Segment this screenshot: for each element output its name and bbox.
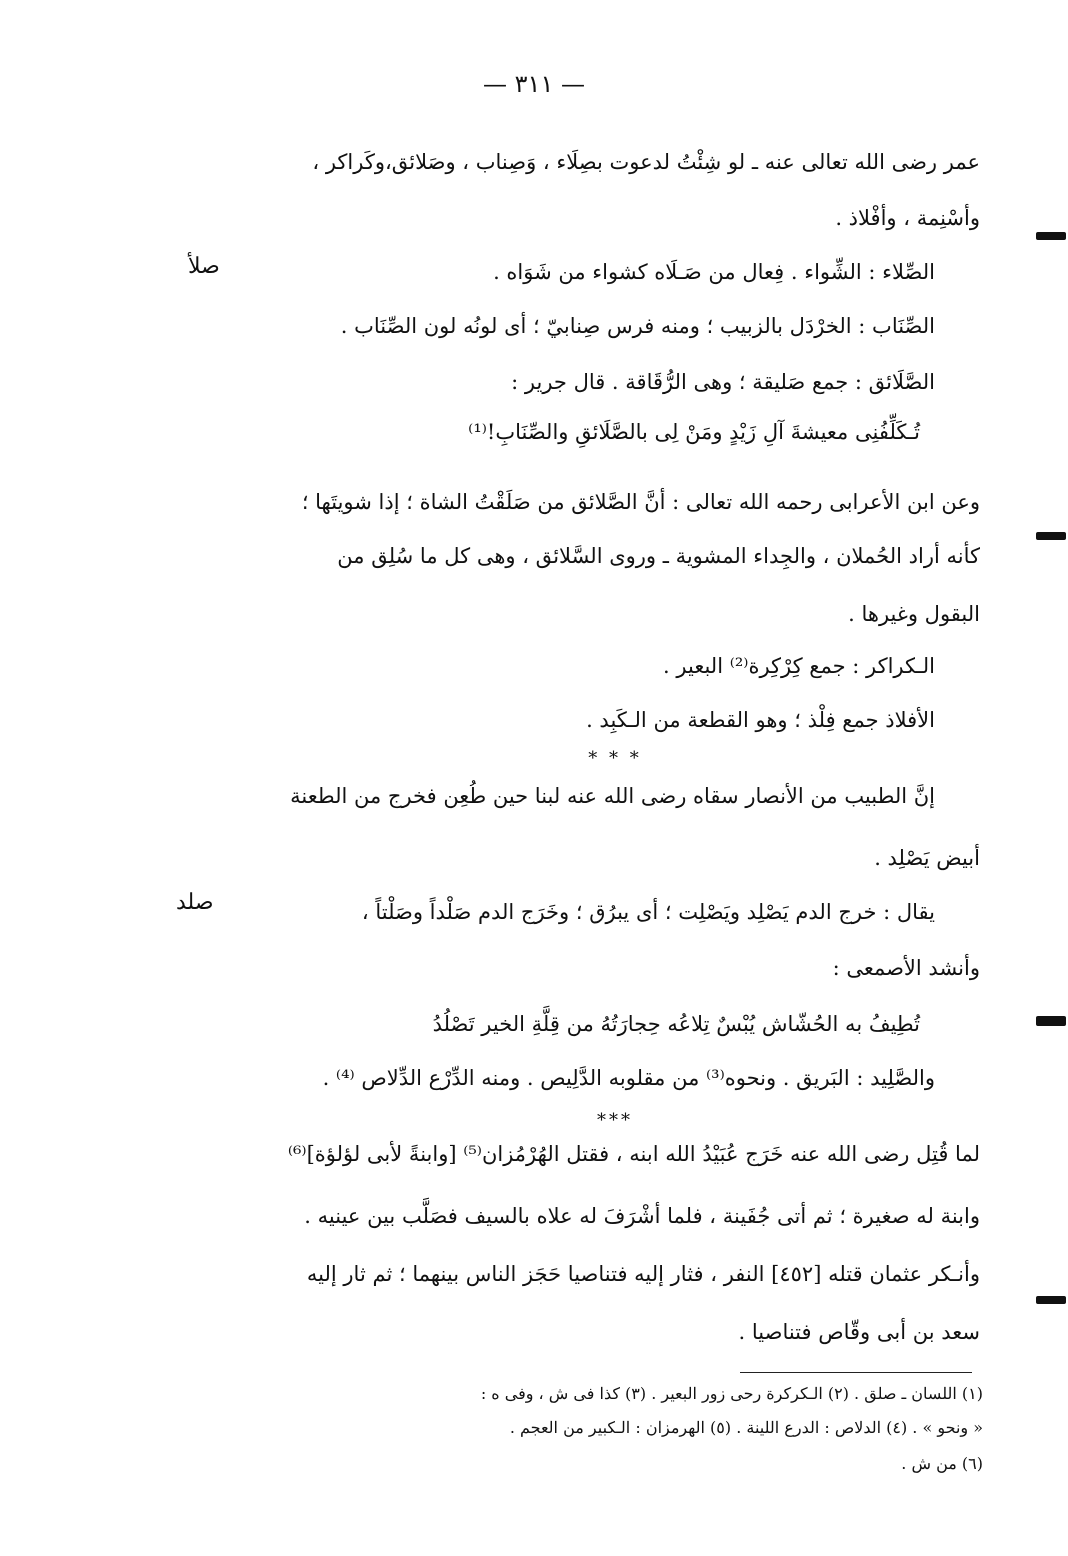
section-separator: ***: [597, 1110, 633, 1131]
scan-edge-mark: [1036, 532, 1066, 540]
text-line: الصِّلاء : الشِّواء . فِعال من صَـلَاه كشواء من شَوَاه .: [493, 260, 935, 284]
text-line: والصَّلِيد : البَريق . ونحوه⁽³⁾ من مقلوبه الدَّلِيص . ومنه الدِّرْع الدِّلاص ⁽⁴⁾ .: [322, 1066, 935, 1090]
scan-edge-mark: [1036, 232, 1066, 240]
text-line: الصَّلَائق : جمع صَليقة ؛ وهى الرُّقَاقة . قال جرير :: [511, 370, 935, 394]
text-line: وأنـكر عثمان قتله [٤٥٢] النفر ، فثار إليه فتناصيا حَجَز الناس بينهما ؛ ثم ثار إليه: [306, 1262, 980, 1286]
text-line: إنَّ الطبيب من الأنصار سقاه رضى الله عنه لبنا حين طُعِن فخرج من الطعنة: [290, 784, 935, 808]
text-line: كأنه أراد الحُملان ، والجِداء المشوية ـ وروى السَّلائق ، وهى كل ما سُلِق من: [337, 544, 980, 568]
text-line: يقال : خرج الدم يَصْلِد ويَصْلِت ؛ أى يبرُق ؛ وخَرَج الدم صَلْداً وصَلْتاً ،: [361, 900, 935, 924]
text-line: وأسْنِمة ، وأفْلاذ .: [835, 206, 980, 230]
poem-verse: تُـكَلِّفُنِى معيشةَ آلِ زَيْدٍ ومَنْ لِى بالصَّلَائقِ والصِّنَابِ!⁽¹⁾: [468, 420, 920, 444]
scan-edge-mark: [1036, 1296, 1066, 1304]
scan-edge-mark: [1036, 1016, 1066, 1026]
footnote-divider: [740, 1372, 972, 1373]
text-line: وعن ابن الأعرابى رحمه الله تعالى : أنَّ الصَّلائق من صَلَقْتُ الشاة ؛ إذا شويتَها ؛: [301, 490, 980, 514]
footnote-line: « ونحو » . (٤) الدلاص : الدرع اللينة . (٥) الهرمزان : الـكبير من العجم .: [509, 1418, 983, 1437]
text-line: عمر رضى الله تعالى عنه ـ لو شِئْتُ لدعوت بصِلَاء ، وَصِناب ، وصَلائق،وكَراكر ،: [312, 150, 980, 174]
footnote-line: (٦) من ش .: [901, 1454, 983, 1473]
text-line: أبيض يَصْلِد .: [874, 846, 980, 870]
text-line: وأنشد الأصمعى :: [832, 956, 980, 980]
margin-note: صلأ: [188, 254, 220, 279]
text-line: البقول وغيرها .: [848, 602, 980, 626]
text-line: الصِّنَاب : الخرْدَل بالزبيب ؛ ومنه فرس صِنابيّ ؛ أى لونُه لون الصِّنَاب .: [340, 314, 935, 338]
text-line: الأفلاذ جمع فِلْذ ؛ وهو القطعة من الـكَبِد .: [586, 708, 935, 732]
poem-verse: تُطِيفُ به الحُشّاش يُبْسٌ تِلاعُه حِجارَتُهُ من قِلَّةِ الخير تَصْلُدُ: [432, 1012, 920, 1036]
text-line: لما قُتِل رضى الله عنه خَرَج عُبَيْدُ الله ابنه ، فقتل الهُرْمُزان⁽⁵⁾ [وابنةً لأبى لؤلؤة]⁽⁶⁾: [287, 1142, 980, 1166]
section-separator: * * *: [588, 748, 642, 769]
margin-note: صلد: [176, 890, 214, 915]
footnote-line: (١) اللسان ـ صلق . (٢) الـكركرة رحى زور البعير . (٣) كذا فى ش ، وفى ه :: [480, 1384, 983, 1403]
text-line: سعد بن أبى وقّاص فتناصيا .: [738, 1320, 980, 1344]
page-number: — ٣١١ —: [483, 70, 585, 98]
text-line: الـكراكر : جمع كِرْكِرة⁽²⁾ البعير .: [663, 654, 935, 678]
text-line: وابنة له صغيرة ؛ ثم أتى جُفَينة ، فلما أشْرَفَ له علاه بالسيف فصَلَّب بين عينيه .: [304, 1204, 980, 1228]
